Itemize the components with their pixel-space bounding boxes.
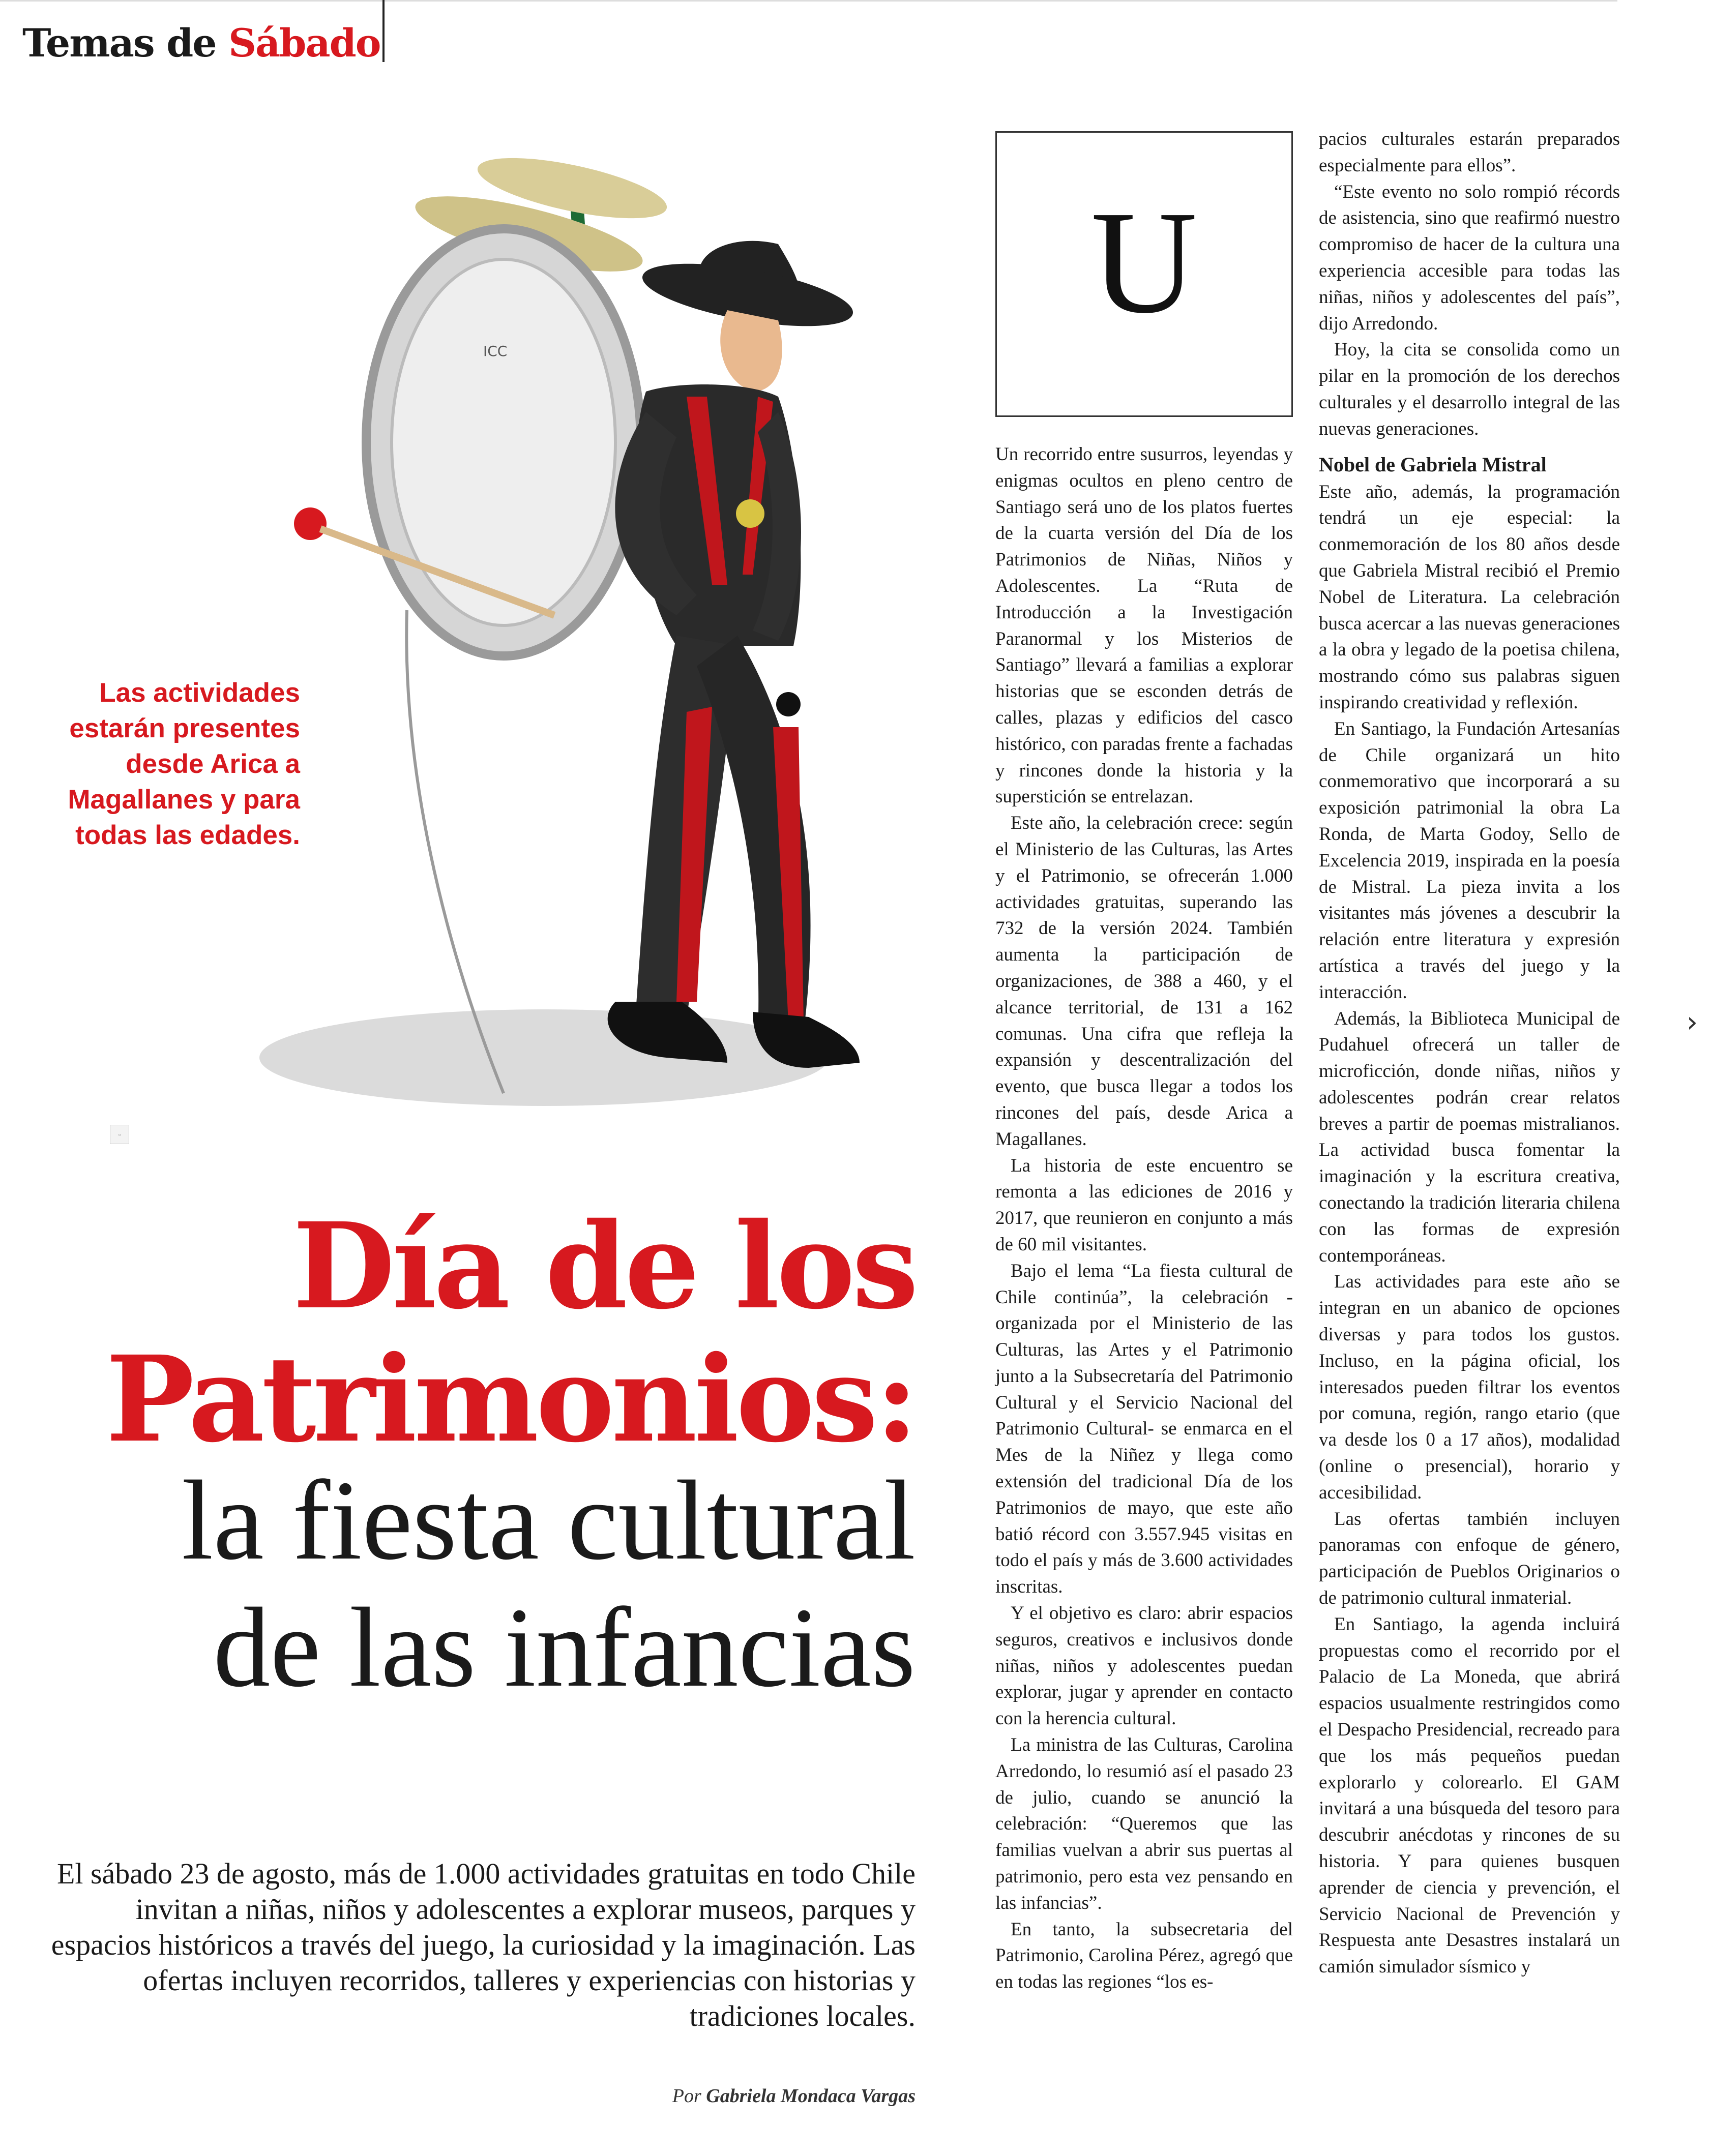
paragraph: Hoy, la cita se consolida como un pilar en la promoción de los derechos culturales y el desarrollo integral de las nuevas generaciones.	[1319, 339, 1620, 439]
drum-beater	[294, 507, 327, 540]
boy-face	[720, 310, 782, 392]
pull-quote-line: Las actividades	[99, 678, 300, 708]
pull-quote-line: todas las edades.	[75, 820, 300, 850]
header-divider	[382, 0, 385, 62]
pull-quote-line: desde Arica a	[126, 749, 300, 779]
byline-prefix: Por	[672, 2085, 701, 2107]
section-accent: Sábado	[228, 20, 380, 66]
drum-label: ICC	[483, 343, 508, 360]
next-page-chevron-icon[interactable]: ›	[1686, 1006, 1698, 1039]
paragraph: Las actividades para este año se integran en un abanico de opciones diversas y para todos los gustos. Incluso, en la página oficial, los interesados pueden filtrar los eventos por comuna, región, rango etario (que va desde los 0 a 17 años), modalidad (online o presencial), horario y accesibilidad.	[1319, 1271, 1620, 1503]
paragraph: Y el objetivo es claro: abrir espacios seguros, creativos e inclusivos donde niñas, niños y adolescentes puedan explorar, jugar y aprender en contacto con la herencia cultural.	[995, 1603, 1293, 1729]
paragraph: Bajo el lema “La fiesta cultural de Chile continúa”, la celebración -organizada por el Ministerio de las Culturas, las Artes y el Patrimonio junto a la Subsecretaría del Patrimonio Cultural y el Servicio Nacional del Patrimonio Cultural- se enmarca en el Mes de la Niñez y llega como extensión del tradicional Día de los Patrimonios de mayo, que este año batió récord con 3.557.945 visitas en todo el país y más de 3.600 actividades inscritas.	[995, 1260, 1293, 1598]
article-column-2	[1319, 126, 1620, 2119]
paragraph: La historia de este encuentro se remonta a las ediciones de 2016 y 2017, que reunieron en conjunto a más de 60 mil visitantes.	[995, 1155, 1293, 1255]
top-rule	[0, 0, 1617, 2]
subhead: Nobel de Gabriela Mistral	[1319, 453, 1547, 476]
headline-line-4: de las infancias	[213, 1584, 916, 1711]
image-placeholder-icon: ▫	[110, 1125, 129, 1144]
headline-line-2: Patrimonios:	[105, 1330, 916, 1469]
paragraph: Un recorrido entre susurros, leyendas y enigmas ocultos en pleno centro de Santiago será uno de los platos fuertes de la cuarta versión del Día de los Patrimonios de Niñas, Niños y Adolescentes. La “Ruta de Introducción a la Investigación Paranormal y los Misterios de Santiago” llevará a familias a explorar historias que se esconden detrás de calles, plazas y edificios del casco histórico, con paradas frente a fachadas y rincones donde la historia y la superstición se entrelazan.	[995, 444, 1293, 807]
dropcap-box	[995, 131, 1293, 417]
byline-author: Gabriela Mondaca Vargas	[706, 2085, 916, 2107]
lede-paragraph: El sábado 23 de agosto, más de 1.000 actividades gratuitas en todo Chile invitan a niñas, niños y adolescentes a explorar museos, parques y espacios históricos a través del juego, la curiosidad y la imaginación. Las ofertas incluyen recorridos, talleres y experiencias con historias y tradiciones locales.	[51, 1857, 916, 2032]
dropcap-letter: U	[1090, 181, 1198, 344]
floor-shadow	[259, 1009, 829, 1106]
byline	[458, 2085, 916, 2107]
article-column-1	[995, 441, 1293, 2119]
paragraph: La ministra de las Culturas, Carolina Arredondo, lo resumió así el pasado 23 de julio, cuando se anunció la celebración: “Queremos que las familias vuelvan a abrir sus puertas al patrimonio, pero esta vez pensando en las infancias”.	[995, 1734, 1293, 1913]
pull-quote-line: estarán presentes	[69, 713, 300, 743]
boy-figure	[608, 241, 860, 1068]
headline-line-1: Día de los	[292, 1196, 916, 1335]
section-prefix: Temas de	[22, 20, 216, 66]
bass-drum	[366, 229, 641, 656]
drummer-boy-photo	[239, 127, 931, 1185]
paragraph: pacios culturales estarán preparados especialmente para ellos”.	[1319, 129, 1620, 176]
headline-line-3: la fiesta cultural	[182, 1457, 916, 1583]
paragraph: Además, la Biblioteca Municipal de Pudahuel ofrecerá un taller de microficción, donde niñas, niños y adolescentes podrán crear relatos breves a partir de poemas mistralianos. La actividad busca fomentar la imaginación y la escritura creativa, conectando la tradición literaria chilena con las formas de expresión contemporáneas.	[1319, 1008, 1620, 1266]
mallet	[776, 692, 801, 716]
pull-quote-line: Magallanes y para	[68, 785, 300, 815]
badge	[736, 499, 764, 528]
paragraph: En Santiago, la agenda incluirá propuestas como el recorrido por el Palacio de La Moneda, que abrirá espacios usualmente restringidos como el Despacho Presidencial, recreado para que los más pequeños puedan explorarlo y colorearlo. El GAM invitará a una búsqueda del tesoro para descubrir anécdotas y rincones de su historia. Y para quienes busquen aprender de ciencia y prevención, el Servicio Nacional de Prevención y Respuesta ante Desastres instalará un camión simulador sísmico y	[1319, 1613, 1620, 1978]
section-header	[22, 20, 380, 66]
paragraph: En tanto, la subsecretaria del Patrimonio, Carolina Pérez, agregó que en todas las regiones “los es-	[995, 1919, 1293, 1993]
paragraph: “Este evento no solo rompió récords de asistencia, sino que reafirmó nuestro compromiso de hacer de la cultura una experiencia accesible para todas las niñas, niños y adolescentes del país”, dijo Arredondo.	[1319, 181, 1620, 334]
paragraph: Las ofertas también incluyen panoramas con enfoque de género, participación de Pueblos Originarios o de patrimonio cultural inmaterial.	[1319, 1508, 1620, 1609]
pull-quote	[31, 675, 300, 853]
paragraph: En Santiago, la Fundación Artesanías de Chile organizará un hito conmemorativo que incorporará a su exposición patrimonial la obra La Ronda, de Marta Godoy, Sello de Excelencia 2019, inspirada en la poesía de Mistral. La pieza invita a los visitantes más jóvenes a descubrir la relación entre literatura y expresión artística a través del juego y la interacción.	[1319, 718, 1620, 1003]
paragraph: Este año, la celebración crece: según el Ministerio de las Culturas, las Artes y el Patrimonio, se ofrecerán 1.000 actividades gratuitas, superando las 732 de la versión 2024. También aumenta la participación de organizaciones, de 388 a 460, y el alcance territorial, de 131 a 162 comunas. Una cifra que refleja la expansión y descentralización del evento, que busca llegar a todos los rincones del país, desde Arica a Magallanes.	[995, 813, 1293, 1150]
paragraph: Este año, además, la programación tendrá un eje especial: la conmemoración de los 80 años desde que Gabriela Mistral recibió el Premio Nobel de Literatura. La celebración busca acercar a las nuevas generaciones a la obra y legado de la poetisa chilena, mostrando cómo sus palabras siguen inspirando creatividad y reflexión.	[1319, 481, 1620, 713]
